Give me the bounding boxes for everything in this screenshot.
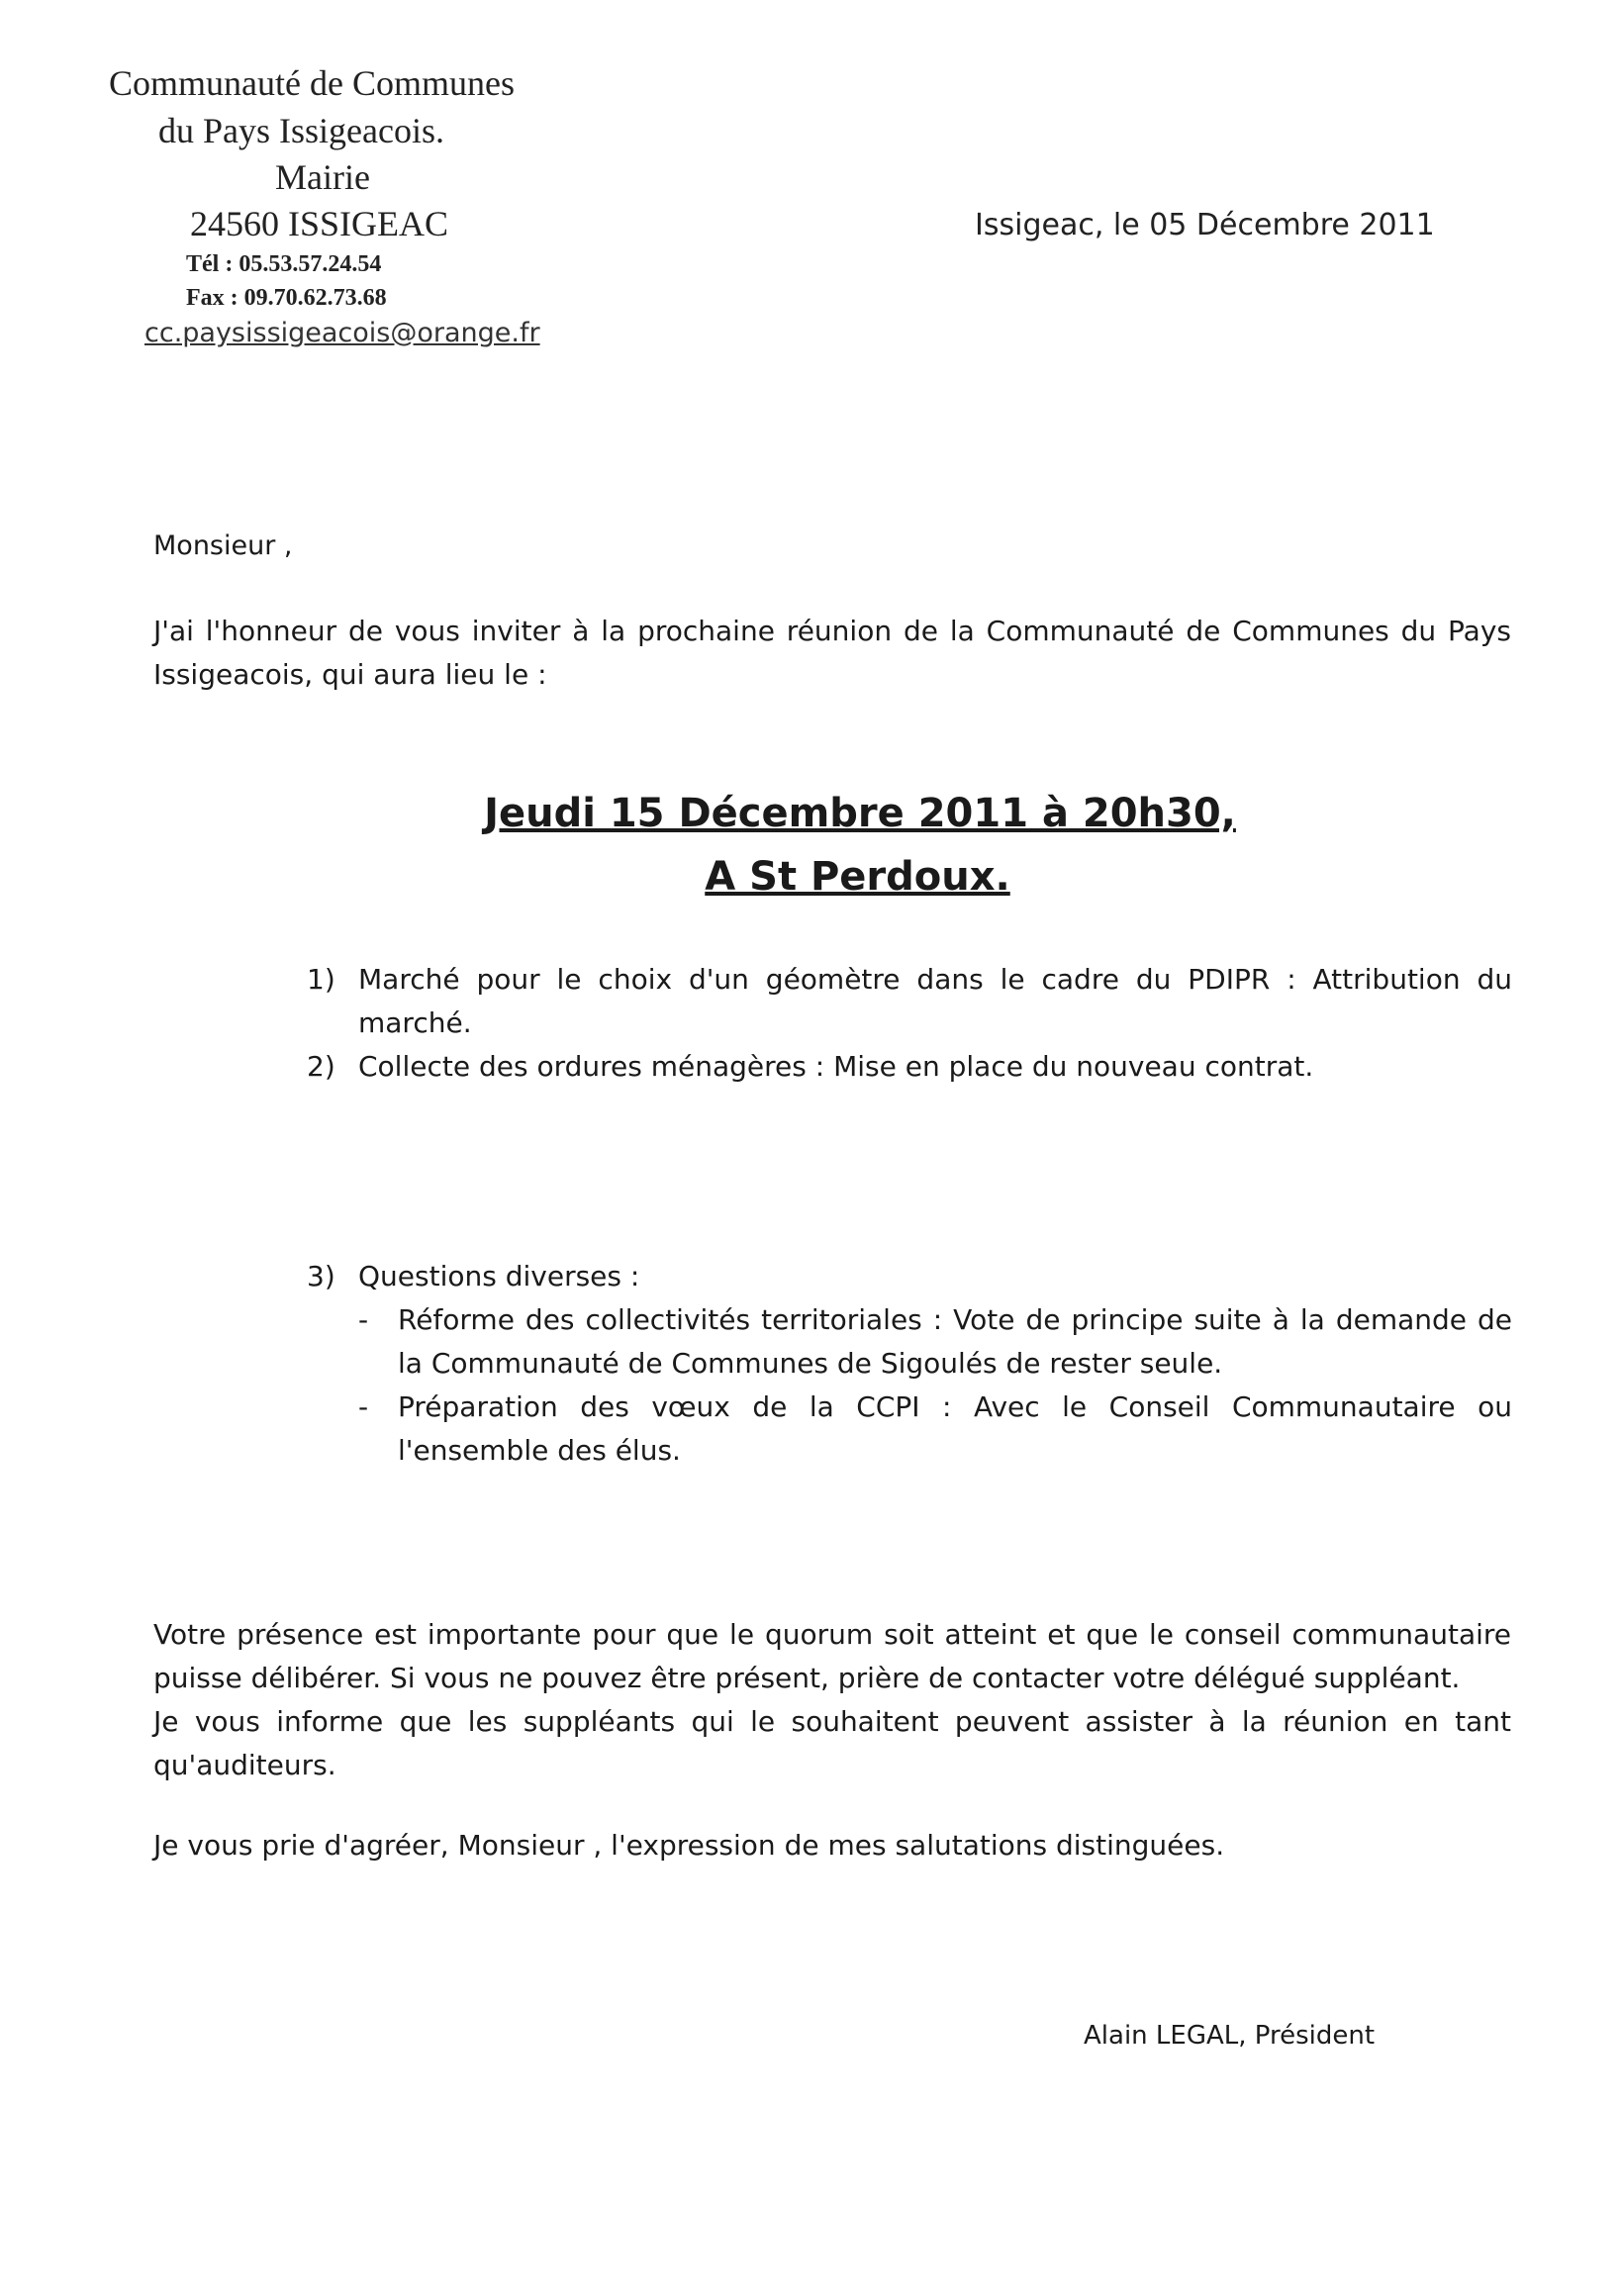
meeting-location: A St Perdoux. (705, 854, 1010, 900)
agenda-subitem (307, 1386, 1512, 1473)
sender-org-line2: du Pays Issigeacois. (158, 111, 444, 150)
sender-city: 24560 ISSIGEAC (190, 204, 449, 243)
letter-date: Issigeac, le 05 Décembre 2011 (975, 208, 1435, 242)
sender-org-line1: Communauté de Communes (109, 63, 515, 103)
agenda-item (307, 1255, 1512, 1298)
sender-phone: Tél : 05.53.57.24.54 (186, 251, 382, 277)
agenda-item-text: Marché pour le choix d'un géomètre dans le cadre du PDIPR : Attribution du marché. (358, 963, 1512, 1039)
meeting-details (0, 782, 1621, 909)
agenda-item-number: 2) (307, 1050, 335, 1083)
closing-paragraphs (153, 1613, 1511, 1787)
regards-line: Je vous prie d'agréer, Monsieur , l'expression de mes salutations distinguées. (153, 1829, 1225, 1862)
agenda-subitem-text: Réforme des collectivités territoriales : Vote de principe suite à la demande de la Communauté de Communes de Sigoulés de rester seule. (398, 1303, 1512, 1380)
agenda-item (307, 1045, 1512, 1089)
agenda-list (307, 958, 1512, 1473)
agenda-item (307, 958, 1512, 1045)
agenda-subitem-dash: - (358, 1303, 369, 1336)
salutation: Monsieur , (153, 530, 293, 561)
sender-block (99, 59, 653, 352)
agenda-item-text: Questions diverses : (358, 1260, 640, 1292)
agenda-item-text: Collecte des ordures ménagères : Mise en place du nouveau contrat. (358, 1050, 1314, 1083)
agenda-item-number: 1) (307, 963, 335, 996)
agenda-subitem-text: Préparation des vœux de la CCPI : Avec le Conseil Communautaire ou l'ensemble des élus. (398, 1390, 1512, 1467)
agenda-subitem (307, 1298, 1512, 1386)
agenda-spacer (307, 1089, 1512, 1255)
sender-mairie: Mairie (275, 157, 370, 197)
closing-paragraph-quorum: Votre présence est importante pour que le quorum soit atteint et que le conseil communautaire puisse délibérer. Si vous ne pouvez être présent, prière de contacter votre délégué suppléant. (153, 1618, 1511, 1694)
meeting-date-time: Jeudi 15 Décembre 2011 à 20h30, (484, 791, 1236, 836)
signature: Alain LEGAL, Président (1084, 2021, 1376, 2051)
sender-email-link[interactable]: cc.paysissigeacois@orange.fr (144, 318, 540, 348)
sender-fax: Fax : 09.70.62.73.68 (186, 285, 387, 311)
agenda-subitem-dash: - (358, 1390, 369, 1423)
intro-paragraph: J'ai l'honneur de vous inviter à la prochaine réunion de la Communauté de Communes du Pays Issigeacois, qui aura lieu le : (153, 615, 1511, 691)
agenda-item-number: 3) (307, 1260, 335, 1292)
closing-paragraph-substitutes: Je vous informe que les suppléants qui le souhaitent peuvent assister à la réunion en tant qu'auditeurs. (153, 1705, 1511, 1781)
